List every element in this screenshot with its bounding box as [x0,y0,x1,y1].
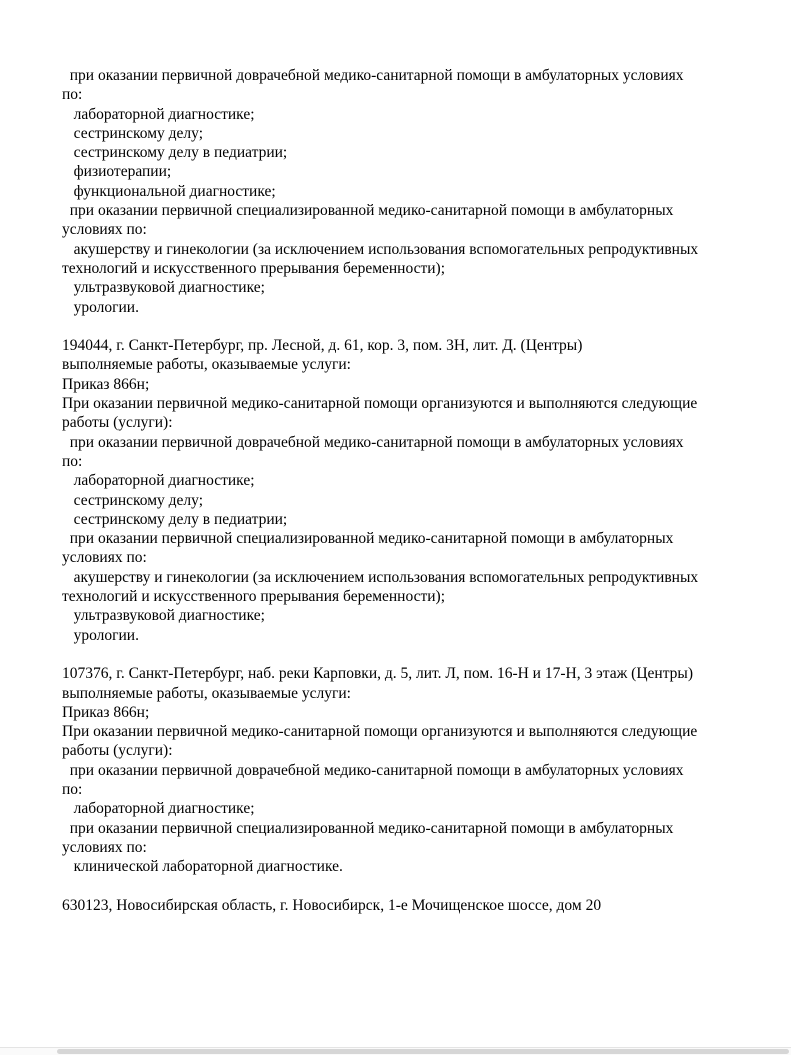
doc-line: При оказании первичной медико-санитарной помощи организуются и выполняются следующие [62,395,698,413]
doc-line: выполняемые работы, оказываемые услуги: [62,356,351,374]
doc-line: лабораторной диагностике; [62,472,255,490]
doc-line: урологии. [62,298,139,316]
doc-line: при оказании первичной специализированной медико-санитарной помощи в амбулаторных [62,202,674,220]
doc-section-address-630123 [62,896,763,915]
doc-line: лабораторной диагностике; [62,800,255,818]
doc-line: акушерству и гинекологии (за исключением использования вспомогательных репродуктивных [62,568,699,586]
doc-line: Приказ 866н; [62,375,150,393]
doc-line: при оказании первичной специализированной медико-санитарной помощи в амбулаторных [62,530,674,548]
doc-line: по: [62,780,83,798]
horizontal-scrollbar-track[interactable] [0,1047,791,1055]
doc-line: клинической лабораторной диагностике. [62,858,343,876]
doc-line: 630123, Новосибирская область, г. Новосибирск, 1-е Мочищенское шоссе, дом 20 [62,896,602,914]
doc-line: сестринскому делу в педиатрии; [62,510,288,528]
doc-line: условиях по: [62,549,147,567]
doc-line: ультразвуковой диагностике; [62,607,265,625]
doc-line: работы (услуги): [62,414,173,432]
doc-line: при оказании первичной доврачебной медико-санитарной помощи в амбулаторных условиях [62,761,684,779]
doc-line: сестринскому делу в педиатрии; [62,144,288,162]
doc-line: физиотерапии; [62,163,172,181]
doc-line: ультразвуковой диагностике; [62,279,265,297]
doc-line: технологий и искусственного прерывания беременности); [62,259,446,277]
doc-line: сестринскому делу; [62,124,204,142]
doc-line: акушерству и гинекологии (за исключением использования вспомогательных репродуктивных [62,240,699,258]
doc-line: 107376, г. Санкт-Петербург, наб. реки Карповки, д. 5, лит. Л, пом. 16-Н и 17-Н, 3 этаж (Центры) [62,665,693,683]
doc-line: сестринскому делу; [62,491,204,509]
doc-line: 194044, г. Санкт-Петербург, пр. Лесной, д. 61, кор. 3, пом. 3Н, лит. Д. (Центры) [62,337,583,355]
doc-line: функциональной диагностике; [62,182,276,200]
doc-section-address-194044 [62,336,763,645]
doc-line: при оказании первичной доврачебной медико-санитарной помощи в амбулаторных условиях [62,67,684,84]
doc-line: по: [62,86,83,104]
doc-line: лабораторной диагностике; [62,105,255,123]
doc-line: технологий и искусственного прерывания беременности); [62,588,446,606]
doc-line: При оказании первичной медико-санитарной помощи организуются и выполняются следующие [62,723,698,741]
doc-line: по: [62,452,83,470]
doc-line: Приказ 866н; [62,703,150,721]
doc-line: выполняемые работы, оказываемые услуги: [62,684,351,702]
doc-section-address-107376 [62,664,763,876]
doc-section-license-works-continued [62,66,763,317]
doc-line: урологии. [62,626,139,644]
doc-line: при оказании первичной доврачебной медико-санитарной помощи в амбулаторных условиях [62,433,684,451]
doc-line: при оказании первичной специализированной медико-санитарной помощи в амбулаторных [62,819,674,837]
horizontal-scrollbar-thumb[interactable] [57,1049,789,1054]
doc-line: работы (услуги): [62,742,173,760]
doc-line: условиях по: [62,838,147,856]
document-page [62,66,763,915]
doc-line: условиях по: [62,221,147,239]
